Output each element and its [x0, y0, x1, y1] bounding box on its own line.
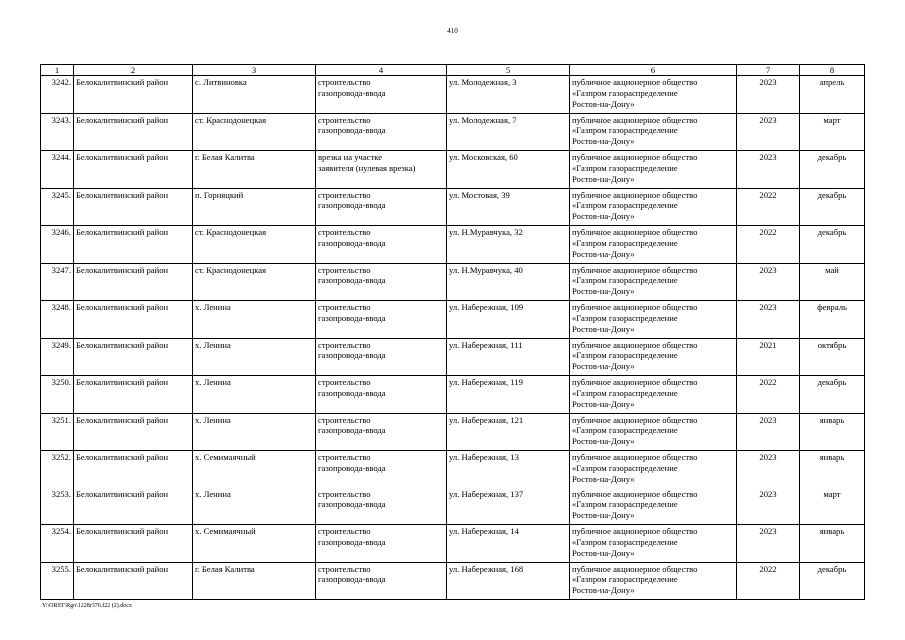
- district-cell: Белокалитвинский район: [74, 525, 193, 563]
- district-cell: Белокалитвинский район: [74, 488, 193, 525]
- district-cell: Белокалитвинский район: [74, 451, 193, 488]
- table-row: [41, 376, 865, 414]
- organization-cell: [570, 413, 737, 451]
- column-header: 2: [74, 65, 193, 76]
- settlement-cell: х. Ленина: [193, 413, 316, 451]
- year-cell: 2023: [737, 151, 800, 189]
- work-type-cell-line: строительство: [318, 302, 371, 312]
- row-number-cell: 3249.: [41, 338, 74, 376]
- column-header: 7: [737, 65, 800, 76]
- row-number-cell: 3253.: [41, 488, 74, 525]
- organization-cell: [570, 188, 737, 226]
- row-number-cell: 3246.: [41, 226, 74, 264]
- address-cell: ул. Мостовая, 39: [447, 188, 570, 226]
- settlement-cell: г. Белая Калитва: [193, 562, 316, 600]
- year-cell: 2023: [737, 413, 800, 451]
- row-number-cell: 3255.: [41, 562, 74, 600]
- organization-cell-line: Ростов-на-Дону»: [572, 323, 635, 334]
- month-cell: январь: [800, 525, 865, 563]
- table-row: [41, 413, 865, 451]
- address-cell: ул. Набережная, 13: [447, 451, 570, 488]
- organization-cell-line: публичное акционерное общество: [572, 452, 698, 462]
- organization-cell-line: публичное акционерное общество: [572, 264, 698, 275]
- organization-cell: [570, 226, 737, 264]
- work-type-cell-line: строительство: [318, 264, 371, 275]
- footer-file-path: Y:\ORST\Rgo\1228r376.f22 (2).docx: [42, 603, 132, 609]
- column-header: 4: [316, 65, 447, 76]
- organization-cell: [570, 376, 737, 414]
- work-type-cell-line: строительство: [318, 452, 371, 462]
- month-cell: декабрь: [800, 226, 865, 264]
- district-cell: Белокалитвинский район: [74, 263, 193, 301]
- row-number-cell: 3252.: [41, 451, 74, 488]
- organization-cell: [570, 151, 737, 189]
- organization-cell: [570, 113, 737, 151]
- month-cell: май: [800, 263, 865, 301]
- column-header: 3: [193, 65, 316, 76]
- organization-cell-line: публичное акционерное общество: [572, 563, 698, 574]
- month-cell: февраль: [800, 301, 865, 339]
- work-type-cell: [316, 338, 447, 376]
- organization-cell-line: «Газпром газораспределение: [572, 312, 678, 323]
- organization-cell-line: публичное акционерное общество: [572, 227, 698, 237]
- address-cell: ул. Набережная, 109: [447, 301, 570, 339]
- organization-cell: [570, 301, 737, 339]
- address-cell: ул. Набережная, 14: [447, 525, 570, 563]
- settlement-cell: ст. Краснодонецкая: [193, 113, 316, 151]
- organization-cell-line: «Газпром газораспределение: [572, 275, 678, 286]
- organization-cell-line: Ростов-на-Дону»: [572, 547, 635, 558]
- organization-cell-line: Ростов-на-Дону»: [572, 436, 635, 447]
- settlement-cell: х. Ленина: [193, 338, 316, 376]
- work-type-cell-line: газопровода-ввода: [318, 87, 386, 98]
- work-type-cell: [316, 413, 447, 451]
- row-number-cell: 3248.: [41, 301, 74, 339]
- district-cell: Белокалитвинский район: [74, 562, 193, 600]
- table-row: [41, 525, 865, 563]
- year-cell: 2023: [737, 488, 800, 525]
- district-cell: Белокалитвинский район: [74, 151, 193, 189]
- year-cell: 2023: [737, 76, 800, 114]
- organization-cell-line: Ростов-на-Дону»: [572, 510, 635, 521]
- table-row: [41, 226, 865, 264]
- table-row: [41, 562, 865, 600]
- organization-cell-line: Ростов-на-Дону»: [572, 211, 635, 222]
- organization-cell: [570, 76, 737, 114]
- organization-cell-line: «Газпром газораспределение: [572, 462, 678, 473]
- year-cell: 2022: [737, 562, 800, 600]
- year-cell: 2023: [737, 113, 800, 151]
- registry-table: [40, 64, 865, 600]
- settlement-cell: с. Литвиновка: [193, 76, 316, 114]
- work-type-cell-line: газопровода-ввода: [318, 462, 386, 473]
- organization-cell-line: «Газпром газораспределение: [572, 425, 678, 436]
- work-type-cell-line: газопровода-ввода: [318, 312, 386, 323]
- address-cell: ул. Н.Муравчука, 32: [447, 226, 570, 264]
- work-type-cell-line: строительство: [318, 114, 371, 125]
- district-cell: Белокалитвинский район: [74, 226, 193, 264]
- work-type-cell-line: газопровода-ввода: [318, 387, 386, 398]
- organization-cell-line: публичное акционерное общество: [572, 414, 698, 425]
- organization-cell-line: Ростов-на-Дону»: [572, 98, 635, 109]
- month-cell: март: [800, 113, 865, 151]
- district-cell: Белокалитвинский район: [74, 338, 193, 376]
- work-type-cell-line: газопровода-ввода: [318, 275, 386, 286]
- month-cell: январь: [800, 451, 865, 488]
- organization-cell-line: «Газпром газораспределение: [572, 162, 678, 173]
- year-cell: 2021: [737, 338, 800, 376]
- month-cell: апрель: [800, 76, 865, 114]
- table-row: [41, 488, 865, 525]
- table-row: [41, 151, 865, 189]
- organization-cell: [570, 562, 737, 600]
- address-cell: ул. Набережная, 121: [447, 413, 570, 451]
- column-header: 1: [41, 65, 74, 76]
- organization-cell-line: Ростов-на-Дону»: [572, 361, 635, 372]
- address-cell: ул. Набережная, 137: [447, 488, 570, 525]
- organization-cell-line: Ростов-на-Дону»: [572, 473, 635, 484]
- settlement-cell: х. Ленина: [193, 488, 316, 525]
- work-type-cell-line: строительство: [318, 377, 371, 387]
- month-cell: март: [800, 488, 865, 525]
- organization-cell-line: публичное акционерное общество: [572, 77, 698, 87]
- organization-cell-line: публичное акционерное общество: [572, 302, 698, 312]
- address-cell: ул. Н.Муравчука, 40: [447, 263, 570, 301]
- year-cell: 2022: [737, 376, 800, 414]
- column-header: 6: [570, 65, 737, 76]
- organization-cell: [570, 263, 737, 301]
- work-type-cell: [316, 301, 447, 339]
- row-number-cell: 3251.: [41, 413, 74, 451]
- month-cell: декабрь: [800, 562, 865, 600]
- district-cell: Белокалитвинский район: [74, 413, 193, 451]
- work-type-cell-line: газопровода-ввода: [318, 125, 386, 136]
- settlement-cell: х. Семимаячный: [193, 525, 316, 563]
- work-type-cell: [316, 226, 447, 264]
- table-row: [41, 451, 865, 488]
- month-cell: январь: [800, 413, 865, 451]
- work-type-cell-line: газопровода-ввода: [318, 350, 386, 361]
- work-type-cell: [316, 562, 447, 600]
- organization-cell: [570, 525, 737, 563]
- work-type-cell-line: газопровода-ввода: [318, 499, 386, 510]
- table-row: [41, 188, 865, 226]
- organization-cell-line: «Газпром газораспределение: [572, 125, 678, 136]
- organization-cell-line: публичное акционерное общество: [572, 377, 698, 387]
- work-type-cell-line: строительство: [318, 414, 371, 425]
- organization-cell-line: «Газпром газораспределение: [572, 387, 678, 398]
- organization-cell: [570, 451, 737, 488]
- year-cell: 2023: [737, 525, 800, 563]
- settlement-cell: х. Ленина: [193, 301, 316, 339]
- year-cell: 2023: [737, 263, 800, 301]
- row-number-cell: 3244.: [41, 151, 74, 189]
- organization-cell-line: Ростов-на-Дону»: [572, 286, 635, 297]
- organization-cell-line: публичное акционерное общество: [572, 189, 698, 200]
- table-row: [41, 301, 865, 339]
- address-cell: ул. Молодежная, 7: [447, 113, 570, 151]
- organization-cell-line: публичное акционерное общество: [572, 152, 698, 162]
- work-type-cell-line: врезка на участке: [318, 152, 383, 162]
- organization-cell-line: Ростов-на-Дону»: [572, 398, 635, 409]
- district-cell: Белокалитвинский район: [74, 188, 193, 226]
- page-number: 410: [447, 27, 458, 35]
- month-cell: декабрь: [800, 376, 865, 414]
- district-cell: Белокалитвинский район: [74, 113, 193, 151]
- work-type-cell-line: строительство: [318, 488, 371, 499]
- table-row: [41, 113, 865, 151]
- organization-cell-line: публичное акционерное общество: [572, 488, 698, 499]
- settlement-cell: х. Семимаячный: [193, 451, 316, 488]
- district-cell: Белокалитвинский район: [74, 301, 193, 339]
- work-type-cell-line: строительство: [318, 526, 371, 536]
- year-cell: 2022: [737, 226, 800, 264]
- work-type-cell: [316, 376, 447, 414]
- district-cell: Белокалитвинский район: [74, 76, 193, 114]
- month-cell: декабрь: [800, 151, 865, 189]
- organization-cell-line: публичное акционерное общество: [572, 114, 698, 125]
- organization-cell-line: публичное акционерное общество: [572, 526, 698, 536]
- address-cell: ул. Набережная, 168: [447, 562, 570, 600]
- work-type-cell-line: строительство: [318, 563, 371, 574]
- year-cell: 2023: [737, 451, 800, 488]
- work-type-cell-line: строительство: [318, 77, 371, 87]
- work-type-cell: [316, 525, 447, 563]
- organization-cell-line: Ростов-на-Дону»: [572, 248, 635, 259]
- work-type-cell-line: строительство: [318, 339, 371, 350]
- organization-cell: [570, 338, 737, 376]
- row-number-cell: 3242.: [41, 76, 74, 114]
- organization-cell-line: «Газпром газораспределение: [572, 499, 678, 510]
- address-cell: ул. Молодежная, 3: [447, 76, 570, 114]
- organization-cell-line: публичное акционерное общество: [572, 339, 698, 350]
- year-cell: 2022: [737, 188, 800, 226]
- work-type-cell: [316, 151, 447, 189]
- organization-cell-line: «Газпром газораспределение: [572, 350, 678, 361]
- row-number-cell: 3243.: [41, 113, 74, 151]
- work-type-cell-line: строительство: [318, 189, 371, 200]
- row-number-cell: 3247.: [41, 263, 74, 301]
- work-type-cell-line: газопровода-ввода: [318, 200, 386, 211]
- registry-body: [41, 76, 865, 600]
- organization-cell-line: «Газпром газораспределение: [572, 536, 678, 547]
- settlement-cell: г. Белая Калитва: [193, 151, 316, 189]
- organization-cell-line: Ростов-на-Дону»: [572, 585, 635, 596]
- organization-cell-line: «Газпром газораспределение: [572, 87, 678, 98]
- settlement-cell: п. Горняцкий: [193, 188, 316, 226]
- table-row: [41, 338, 865, 376]
- table-row: [41, 263, 865, 301]
- settlement-cell: ст. Краснодонецкая: [193, 263, 316, 301]
- row-number-cell: 3254.: [41, 525, 74, 563]
- column-header: 8: [800, 65, 865, 76]
- work-type-cell-line: газопровода-ввода: [318, 536, 386, 547]
- organization-cell-line: Ростов-на-Дону»: [572, 173, 635, 184]
- address-cell: ул. Московская, 60: [447, 151, 570, 189]
- work-type-cell: [316, 263, 447, 301]
- organization-cell-line: «Газпром газораспределение: [572, 237, 678, 248]
- work-type-cell-line: газопровода-ввода: [318, 237, 386, 248]
- settlement-cell: ст. Краснодонецкая: [193, 226, 316, 264]
- organization-cell-line: «Газпром газораспределение: [572, 574, 678, 585]
- year-cell: 2023: [737, 301, 800, 339]
- work-type-cell: [316, 76, 447, 114]
- row-number-cell: 3245.: [41, 188, 74, 226]
- organization-cell-line: Ростов-на-Дону»: [572, 136, 635, 147]
- month-cell: октябрь: [800, 338, 865, 376]
- month-cell: декабрь: [800, 188, 865, 226]
- organization-cell-line: «Газпром газораспределение: [572, 200, 678, 211]
- settlement-cell: х. Ленина: [193, 376, 316, 414]
- work-type-cell: [316, 488, 447, 525]
- work-type-cell: [316, 113, 447, 151]
- organization-cell: [570, 488, 737, 525]
- work-type-cell: [316, 188, 447, 226]
- work-type-cell-line: газопровода-ввода: [318, 425, 386, 436]
- work-type-cell: [316, 451, 447, 488]
- work-type-cell-line: строительство: [318, 227, 371, 237]
- address-cell: ул. Набережная, 111: [447, 338, 570, 376]
- district-cell: Белокалитвинский район: [74, 376, 193, 414]
- work-type-cell-line: газопровода-ввода: [318, 574, 386, 585]
- address-cell: ул. Набережная, 119: [447, 376, 570, 414]
- row-number-cell: 3250.: [41, 376, 74, 414]
- table-row: [41, 76, 865, 114]
- column-number-header-row: [41, 65, 865, 76]
- column-header: 5: [447, 65, 570, 76]
- work-type-cell-line: заявителя (нулевая врезка): [318, 162, 416, 173]
